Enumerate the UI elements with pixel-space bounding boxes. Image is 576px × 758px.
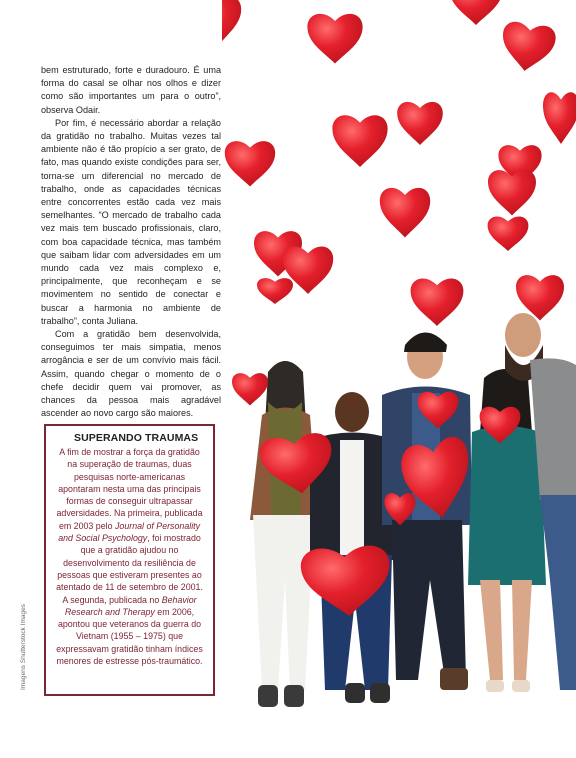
sidebar-title: SUPERANDO TRAUMAS: [74, 432, 199, 444]
journal-name: Journal of Personality and Social Psychology: [58, 520, 201, 544]
sidebar-text: , foi mostrado que a gratidão ajudou no desenvolvimento da resiliência de pessoas que estiveram presentes ao atentado de 11 de setembro de 2001. A segunda, publicada no: [56, 533, 203, 605]
sidebar-body: [54, 446, 205, 667]
article-column: [41, 64, 221, 420]
journal-name: Behavior Research and Therapy: [64, 594, 197, 617]
article-paragraph: Com a gratidão bem desenvolvida, conseguimos ter mais simpatia, menos arrogância e ser de um convívio mais fácil. Assim, quando chegar o momento de o chefe decidir quem vai promover, as chances da pessoa mais agradável ascender ao novo cargo são maiores.: [41, 329, 221, 419]
sidebar-box: [44, 424, 215, 696]
image-credit: Imagens Shutterstock Images: [20, 604, 27, 690]
article-paragraph: bem estruturado, forte e duradouro. É uma forma do casal se olhar nos olhos e dizer como são importantes um para o outro”, observa Odair.: [41, 65, 221, 115]
person-left: [250, 361, 318, 707]
balloons: [222, 0, 576, 326]
sidebar-text: A fim de mostrar a força da gratidão na superação de traumas, duas pesquisas norte-americanas apontaram nesta uma das principais formas de conseguir ultrapassar adversidades. Na primeira, publicada em 2003 pelo: [56, 447, 203, 531]
sidebar-text: em 2006, apontou que veteranos da guerra do Vietnam (1955 – 1975) que expressavam gratidão tinham índices menores de estresse pós-traumático.: [56, 606, 203, 667]
people-with-heart-balloons-photo: [222, 0, 576, 758]
article-paragraph: Por fim, é necessário abordar a relação da gratidão no trabalho. Muitas vezes tal ambiente não é tão propício a ser grato, de fato, mas quando existe condições para ser, torna-se um diferencial no mercado de trabalho, onde as capacidades técnicas entre concorrentes estão cada vez mais semelhantes. “O mercado de trabalho cada vez mais tem buscado profissionais, claro, com boa capacidade técnica, mas também que saibam lidar com adversidades em um mundo cada vez mais complexo e, principalmente, que reconheçam e se movimentem no sentido de conectar e buscar a harmonia no ambiente de trabalho”, conta Juliana.: [41, 117, 221, 326]
